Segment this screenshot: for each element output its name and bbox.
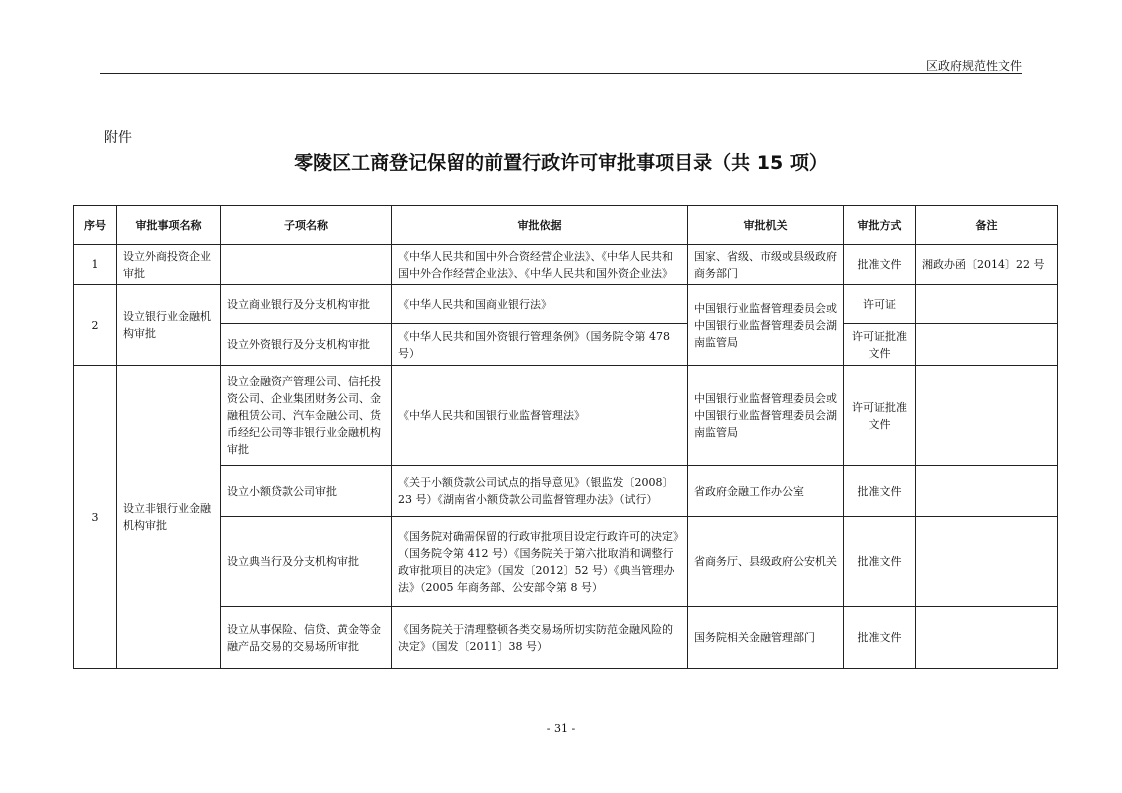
cell-remark	[916, 366, 1058, 466]
cell-basis: 《中华人民共和国中外合资经营企业法》、《中华人民共和国中外合作经营企业法》、《中华人民共和国外资企业法》	[392, 245, 688, 285]
cell-remark	[916, 607, 1058, 669]
table-row	[74, 324, 1058, 366]
cell-remark: 湘政办函〔2014〕22 号	[916, 245, 1058, 285]
cell-basis: 《中华人民共和国商业银行法》	[392, 285, 688, 324]
cell-sub-name	[221, 245, 392, 285]
cell-authority: 省政府金融工作办公室	[688, 466, 844, 517]
cell-item-name: 设立银行业金融机构审批	[117, 285, 221, 366]
table-row	[74, 245, 1058, 285]
header-divider	[100, 73, 1022, 74]
page-number: - 31 -	[546, 722, 576, 735]
cell-seq: 2	[74, 285, 117, 366]
cell-basis: 《中华人民共和国外资银行管理条例》（国务院令第 478 号）	[392, 324, 688, 366]
cell-item-name: 设立非银行业金融机构审批	[117, 366, 221, 669]
table-row	[74, 366, 1058, 466]
header-seq: 序号	[74, 206, 117, 245]
cell-basis: 《中华人民共和国银行业监督管理法》	[392, 366, 688, 466]
cell-sub-name: 设立小额贷款公司审批	[221, 466, 392, 517]
header-remark: 备注	[916, 206, 1058, 245]
cell-seq: 1	[74, 245, 117, 285]
cell-seq: 3	[74, 366, 117, 669]
cell-method: 批准文件	[844, 466, 916, 517]
cell-remark	[916, 466, 1058, 517]
header-authority: 审批机关	[688, 206, 844, 245]
cell-remark	[916, 517, 1058, 607]
header-basis: 审批依据	[392, 206, 688, 245]
cell-authority: 省商务厅、县级政府公安机关	[688, 517, 844, 607]
table-row	[74, 607, 1058, 669]
cell-sub-name: 设立金融资产管理公司、信托投资公司、企业集团财务公司、金融租赁公司、汽车金融公司、货币经纪公司等非银行业金融机构审批	[221, 366, 392, 466]
header-label: 区政府规范性文件	[925, 59, 1022, 73]
cell-method: 批准文件	[844, 517, 916, 607]
cell-method: 批准文件	[844, 607, 916, 669]
table-row	[74, 517, 1058, 607]
cell-basis: 《关于小额贷款公司试点的指导意见》（银监发〔2008〕23 号）《湖南省小额贷款公司监督管理办法》（试行）	[392, 466, 688, 517]
page-title: 零陵区工商登记保留的前置行政许可审批事项目录（共 15 项）	[294, 152, 828, 174]
header-method: 审批方式	[844, 206, 916, 245]
header-sub-name: 子项名称	[221, 206, 392, 245]
cell-basis: 《国务院关于清理整顿各类交易场所切实防范金融风险的决定》（国发〔2011〕38 号）	[392, 607, 688, 669]
cell-authority: 国务院相关金融管理部门	[688, 607, 844, 669]
cell-method: 许可证批准文件	[844, 366, 916, 466]
cell-sub-name: 设立外资银行及分支机构审批	[221, 324, 392, 366]
cell-method: 许可证	[844, 285, 916, 324]
cell-method: 许可证批准文件	[844, 324, 916, 366]
attachment-label: 附件	[104, 130, 132, 146]
cell-sub-name: 设立典当行及分支机构审批	[221, 517, 392, 607]
catalog-table	[73, 205, 1058, 669]
cell-item-name: 设立外商投资企业审批	[117, 245, 221, 285]
cell-remark	[916, 285, 1058, 324]
cell-method: 批准文件	[844, 245, 916, 285]
table-header-row	[74, 206, 1058, 245]
cell-authority: 中国银行业监督管理委员会或中国银行业监督管理委员会湖南监管局	[688, 366, 844, 466]
table-row	[74, 466, 1058, 517]
cell-authority: 中国银行业监督管理委员会或中国银行业监督管理委员会湖南监管局	[688, 285, 844, 366]
cell-sub-name: 设立从事保险、信贷、黄金等金融产品交易的交易场所审批	[221, 607, 392, 669]
cell-basis: 《国务院对确需保留的行政审批项目设定行政许可的决定》（国务院令第 412 号）《国务院关于第六批取消和调整行政审批项目的决定》（国发〔2012〕52 号）《典当管理办法》（2005 年商务部、公安部令第 8 号）	[392, 517, 688, 607]
header-item-name: 审批事项名称	[117, 206, 221, 245]
cell-sub-name: 设立商业银行及分支机构审批	[221, 285, 392, 324]
cell-authority: 国家、省级、市级或县级政府商务部门	[688, 245, 844, 285]
cell-remark	[916, 324, 1058, 366]
table-row	[74, 285, 1058, 324]
